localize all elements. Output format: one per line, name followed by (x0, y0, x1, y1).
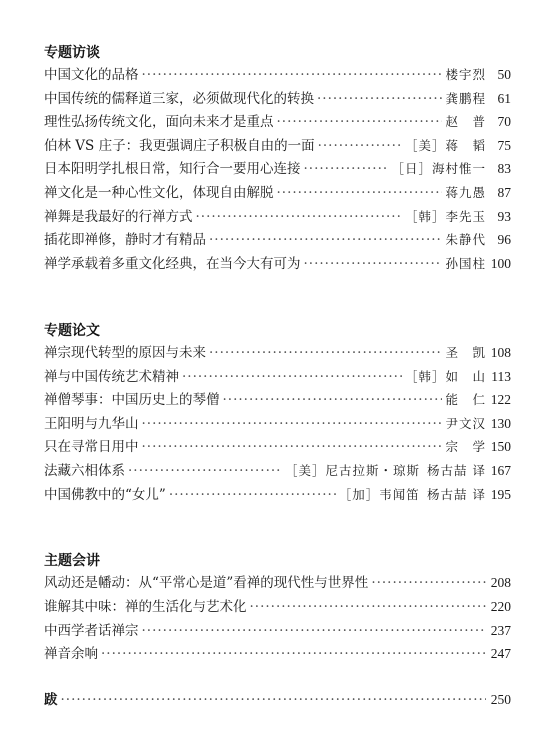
toc-entry (44, 181, 511, 205)
toc-entry (44, 205, 511, 229)
toc-entry (44, 341, 511, 365)
entry-author: ［日］海村惟一 (391, 161, 486, 177)
dot-leader (277, 181, 443, 205)
toc-entry (44, 688, 511, 712)
page-number: 250 (490, 692, 511, 707)
dot-leader (250, 595, 487, 619)
entry-title: 跋 (44, 692, 58, 708)
entry-translator: 杨古喆 译 (427, 463, 486, 478)
entry-author: ［韩］如 山 (404, 368, 486, 384)
page-number: 220 (490, 598, 511, 614)
entry-title: 中国佛教中的“女儿” (44, 486, 166, 503)
page-number: 167 (490, 463, 511, 478)
entry-author: 朱静代 (445, 232, 486, 248)
section-title: 专题访谈 (44, 45, 100, 61)
page-number: 61 (497, 90, 511, 106)
dot-leader (169, 483, 336, 507)
entry-author: 尹文汉 (445, 415, 486, 431)
entry-author: 赵 普 (445, 114, 486, 130)
page-number: 247 (490, 646, 511, 662)
dot-leader (128, 459, 282, 483)
entry-translator: 杨古喆 译 (427, 486, 486, 502)
page-number: 50 (497, 67, 511, 82)
page-number: 237 (490, 622, 511, 638)
entry-title: 禅学承载着多重文化经典，在当今大有可为 (44, 255, 301, 272)
dot-leader (142, 435, 443, 459)
entry-author: ［加］韦闻笛 (338, 486, 420, 502)
entry-author: 能 仁 (445, 392, 486, 408)
entry-title: 中国文化的品格 (44, 67, 139, 83)
dot-leader (209, 228, 442, 252)
page-number: 113 (491, 368, 511, 384)
entry-title: 插花即禅修，静时才有精品 (44, 232, 206, 249)
entry-title: 法藏六相体系 (44, 463, 125, 479)
toc-entry (44, 595, 511, 619)
section-title: 主题会讲 (44, 553, 100, 569)
toc-entry (44, 110, 511, 134)
entry-title: 理性弘扬传统文化，面向未来才是重点 (44, 114, 274, 131)
entry-title: 禅舞是我最好的行禅方式 (44, 208, 193, 225)
entry-title: 伯林 VS 庄子：我更强调庄子积极自由的一面 (44, 137, 315, 154)
entry-author: 楼宇烈 (445, 67, 486, 82)
toc-entry (44, 252, 511, 276)
entry-title: 王阳明与九华山 (44, 415, 139, 432)
dot-leader (317, 87, 442, 111)
toc-entry (44, 388, 511, 412)
page-number: 70 (497, 114, 511, 130)
entry-title: 风动还是幡动：从“平常心是道”看禅的现代性与世界性 (44, 575, 369, 591)
section-title: 专题论文 (44, 323, 100, 339)
entry-author: 圣 凯 (445, 345, 486, 360)
entry-author: 龚鹏程 (445, 90, 486, 106)
page-number: 100 (490, 255, 511, 271)
entry-title: 日本阳明学扎根日常，知行合一要用心连接 (44, 161, 301, 178)
entry-author: 宗 学 (445, 439, 486, 455)
page-number: 96 (497, 232, 511, 248)
entry-title: 中国传统的儒释道三家，必须做现代化的转换 (44, 90, 314, 107)
entry-title: 禅与中国传统艺术精神 (44, 368, 179, 385)
entry-author: ［美］蒋 韬 (404, 137, 486, 153)
page-number: 150 (490, 439, 511, 455)
toc-entry (44, 483, 511, 507)
toc-entry (44, 459, 511, 483)
toc-entry (44, 412, 511, 436)
dot-leader (101, 642, 486, 666)
page-number: 122 (490, 392, 511, 408)
entry-author: 蒋九愚 (445, 185, 486, 200)
page-number: 87 (497, 185, 511, 200)
entry-title: 谁解其中味：禅的生活化与艺术化 (44, 598, 247, 615)
page-number: 108 (490, 345, 511, 360)
toc-entry (44, 571, 511, 595)
entry-title: 禅僧琴事：中国历史上的琴僧 (44, 392, 220, 409)
dot-leader (182, 365, 402, 389)
page-number: 130 (490, 415, 511, 431)
dot-leader (304, 157, 389, 181)
page-number: 195 (490, 486, 511, 502)
dot-leader (371, 571, 486, 595)
dot-leader (277, 110, 443, 134)
dot-leader (142, 63, 443, 87)
entry-title: 中西学者话禅宗 (44, 622, 139, 639)
toc-entry (44, 619, 511, 643)
entry-author: ［韩］李先玉 (404, 208, 486, 224)
entry-title: 禅宗现代转型的原因与未来 (44, 345, 206, 361)
entry-author: 孙国柱 (445, 255, 486, 271)
toc-entry (44, 134, 511, 158)
toc-entry (44, 157, 511, 181)
dot-leader (223, 388, 443, 412)
dot-leader (304, 252, 443, 276)
toc-entry (44, 87, 511, 111)
toc-entry (44, 365, 511, 389)
entry-title: 只在寻常日用中 (44, 439, 139, 456)
dot-leader (209, 341, 442, 365)
page-number: 208 (490, 575, 511, 590)
entry-author: ［美］尼古拉斯・琼斯 (285, 463, 421, 478)
page-number: 93 (497, 208, 511, 224)
toc-entry (44, 435, 511, 459)
toc-entry (44, 228, 511, 252)
dot-leader (142, 619, 487, 643)
dot-leader (61, 688, 487, 712)
toc-entry (44, 642, 511, 666)
entry-title: 禅文化是一种心性文化，体现自由解脱 (44, 185, 274, 201)
dot-leader (142, 412, 443, 436)
dot-leader (318, 134, 402, 158)
dot-leader (196, 205, 402, 229)
entry-title: 禅音余响 (44, 646, 98, 663)
page-number: 83 (497, 161, 511, 177)
page-number: 75 (497, 137, 511, 153)
toc-entry (44, 63, 511, 87)
